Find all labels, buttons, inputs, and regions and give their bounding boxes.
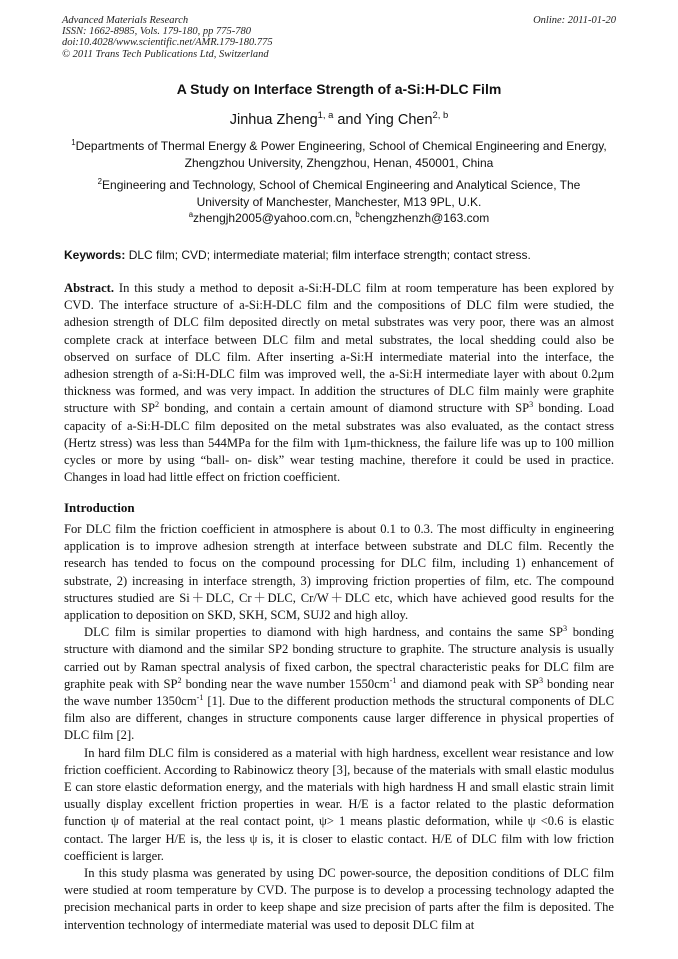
online-date: Online: 2011-01-20	[533, 15, 616, 26]
introduction-body	[64, 521, 614, 934]
email-b-sup: b	[355, 210, 360, 219]
abstract-text-2: bonding, and contain a certain amount of diamond structure with SP	[159, 401, 530, 416]
p2-sup-1: 3	[563, 624, 568, 634]
intro-paragraph-4: In this study plasma was generated by using DC power-source, the deposition conditions of DLC film were studied at room temperature by CVD. The purpose is to develop a processing technology adapted the precision mechanical parts in order to keep shape and size precision of parts after the film is deposited. The intervention technology of intermediate material was used to deposit DLC film at	[64, 866, 614, 932]
doi-line: doi:10.4028/www.scientific.net/AMR.179-180.775	[62, 37, 273, 49]
p2-text-6: [1]. Due to the different production methods the structural components of DLC film also are different, changes in structure components cause larger difference in physical properties of DLC film [2].	[64, 694, 614, 743]
email-line	[0, 211, 678, 225]
keywords-label: Keywords:	[64, 248, 126, 262]
p2-sup-3: -1	[389, 675, 397, 685]
p2-sup-5: -1	[196, 692, 204, 702]
author-1-sup: 1, a	[317, 109, 334, 121]
p2-text-5: bonding near the wave number 1350cm	[64, 676, 615, 709]
email-b[interactable]: chengzhenzh@163.com	[359, 211, 490, 225]
p2-sup-2: 2	[177, 675, 182, 685]
affiliation-2-sup: 2	[97, 177, 103, 186]
affiliation-1	[70, 138, 608, 172]
paper-title: A Study on Interface Strength of a-Si:H-DLC Film	[176, 81, 502, 97]
intro-paragraph-1: For DLC film the friction coefficient in atmosphere is about 0.1 to 0.3. The most difficulty in engineering application is to improve adhesion strength at interface between substrate and DLC film. Recently the research has tended to focus on the compound processing for DLC film, including 1) enhancement of substrate, 2) increasing in interface strength, 3) improving friction properties of film, etc. The compound structures studied are Si＋DLC, Cr＋DLC, Cr/W＋DLC etc, which have achieved good results for the application to deposition on SKD, SKH, SCM, SUJ2 and high alloy.	[64, 522, 614, 623]
p2-text-3: bonding near the wave number 1550cm	[181, 676, 390, 691]
keywords	[64, 248, 614, 262]
p2-text-2: bonding structure with diamond and the similar SP2 bonding structure to graphite. The structure analysis is usually carried out by Raman spectral analysis of fixed carbon, the spectral characteristic peaks for DLC film are graphite peak with SP	[64, 625, 614, 691]
p2-sup-4: 3	[538, 675, 544, 685]
email-a[interactable]: zhengjh2005@yahoo.com.cn,	[193, 211, 356, 225]
copyright-line: © 2011 Trans Tech Publications Ltd, Switzerland	[62, 48, 269, 60]
journal-header	[62, 15, 273, 60]
p2-text-1: DLC film is similar properties to diamond with high hardness, and contains the same SP	[84, 625, 564, 640]
abstract-label: Abstract.	[64, 281, 115, 295]
author-2: Ying Chen	[365, 112, 433, 128]
affiliation-2	[70, 177, 608, 211]
abstract-sup-1: 2	[154, 400, 160, 410]
author-and: and	[333, 112, 366, 128]
author-2-sup: 2, b	[432, 109, 449, 121]
intro-paragraph-3: In hard film DLC film is considered as a material with high hardness, excellent wear resistance and low friction coefficient. According to Rabinowicz theory [3], because of the materials with small elastic modulus E can store elastic deformation energy, and the materials with high hardness H and small elastic strain limit usually display excellent friction properties in wear. H/E is a factor related to the plastic deformation function ψ of material at the real contact point, ψ> 1 means plastic deformation, while ψ <0.6 is elastic contact. The larger H/E is, the less ψ is, it is closer to elastic contact. H/E of DLC film with low friction coefficient is larger.	[64, 745, 614, 863]
intro-paragraph-2	[64, 624, 614, 744]
email-a-sup: a	[188, 210, 194, 219]
affiliation-2-text: Engineering and Technology, School of Chemical Engineering and Analytical Science, The University of Manchester, Manchester, M13 9PL, U.K.	[102, 178, 581, 209]
introduction-heading: Introduction	[64, 500, 135, 515]
author-line	[0, 109, 678, 128]
affiliation-1-text: Departments of Thermal Energy & Power Engineering, School of Chemical Engineering and Energy, Zhengzhou University, Zhengzhou, Henan, 450001, China	[75, 139, 607, 170]
keywords-text: DLC film; CVD; intermediate material; film interface strength; contact stress.	[125, 248, 531, 262]
abstract-text-3: bonding. Load capacity of a-Si:H-DLC film deposited on the metal substrates was also evaluated, as the contact stress (Hertz stress) was less than 544MPa for the film with 1μm-thickness, the failure life was up to 100 million cycles or more by using “ball- on- disk” wear testing machine, therefore it could be used in practice. Changes in load had little effect on friction coefficient.	[64, 401, 614, 485]
affiliation-1-sup: 1	[71, 138, 76, 147]
p2-text-4: and diamond peak with SP	[396, 676, 539, 691]
abstract-text-1: In this study a method to deposit a-Si:H-DLC film at room temperature has been explored by CVD. The interface structure of a-Si:H-DLC film and the compositions of DLC film were studied, the adhesion strength of DLC film deposited directly on metal substrates was very poor, there was an almost complete crack at interface between DLC film and metal substrates, the local shedding could also be observed on surface of DLC film. After inserting a-Si:H intermediate material into the interface, the adhesion strength of a-Si:H-DLC film was improved well, the a-Si:H intermediate layer with about 0.2μm thickness was formed, and was very impact. In addition the structures of DLC film mainly were graphite structure with SP	[64, 281, 614, 416]
abstract	[64, 280, 614, 486]
journal-name: Advanced Materials Research	[62, 15, 189, 26]
issn-line: ISSN: 1662-8985, Vols. 179-180, pp 775-780	[62, 26, 251, 38]
author-1: Jinhua Zheng	[229, 112, 318, 128]
abstract-sup-2: 3	[529, 400, 534, 410]
